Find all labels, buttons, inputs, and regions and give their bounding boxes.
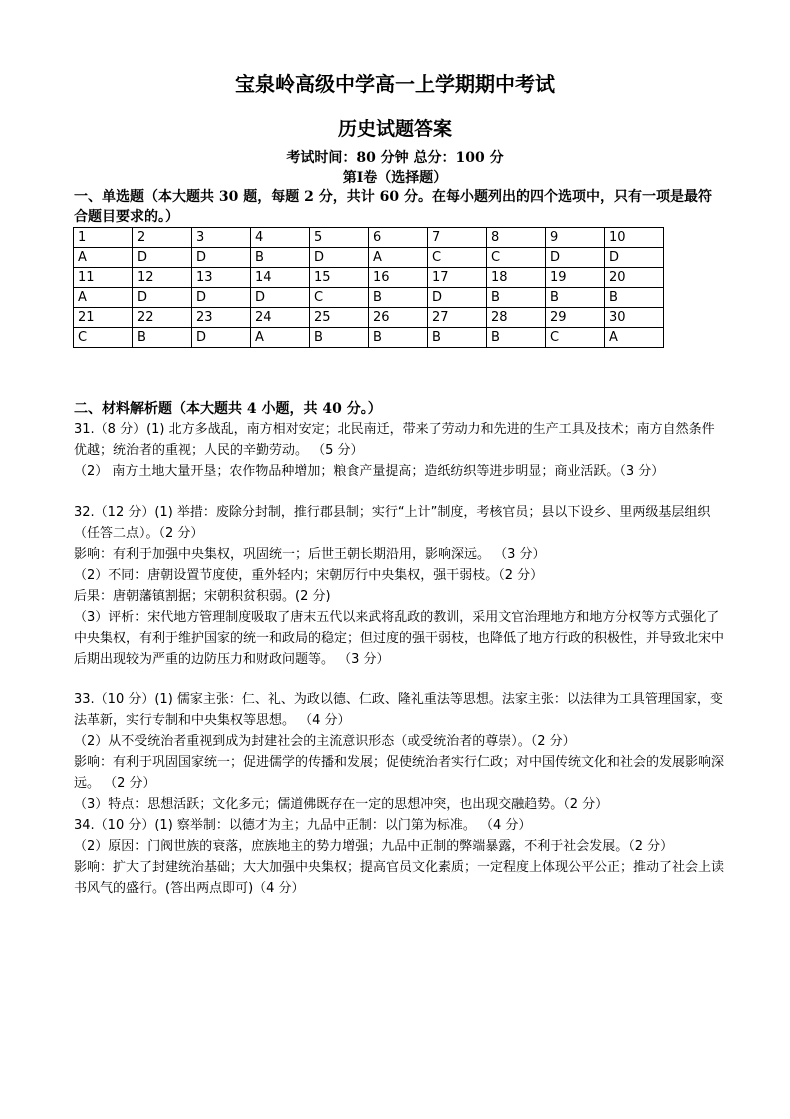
part-title: 第Ⅰ卷（选择题） bbox=[342, 170, 448, 186]
q33-line: （2）从不受统治者重视到成为封建社会的主流意识形态（或受统治者的尊崇）。（2 分） bbox=[74, 734, 576, 749]
answer-cell: D bbox=[133, 288, 192, 308]
q31-line: （2） 南方土地大量开垦；农作物品种增加；粮食产量提高；造纸纺织等进步明显；商业活跃。（3 分） bbox=[74, 464, 665, 479]
question-number-cell: 5 bbox=[310, 228, 369, 248]
exam-info: 考试时间：80 分钟 总分：100 分 bbox=[286, 150, 504, 166]
answer-cell: B bbox=[369, 328, 428, 348]
answer-row bbox=[74, 248, 664, 268]
question-number-cell: 18 bbox=[487, 268, 546, 288]
question-number-cell: 3 bbox=[192, 228, 251, 248]
answer-cell: D bbox=[192, 248, 251, 268]
answer-cell: D bbox=[192, 288, 251, 308]
answer-cell: A bbox=[369, 248, 428, 268]
question-number-cell: 28 bbox=[487, 308, 546, 328]
question-33-34 bbox=[74, 689, 724, 899]
answer-cell: B bbox=[251, 248, 310, 268]
question-number-cell: 20 bbox=[605, 268, 664, 288]
answer-cell: C bbox=[74, 328, 133, 348]
question-number-cell: 26 bbox=[369, 308, 428, 328]
answer-cell: A bbox=[605, 328, 664, 348]
q33-line: （3）特点：思想活跃；文化多元；儒道佛既存在一定的思想冲突，也出现交融趋势。（2 分） bbox=[74, 797, 609, 812]
question-number-cell: 25 bbox=[310, 308, 369, 328]
q33-line: 33.（10 分）(1) 儒家主张：仁、礼、为政以德、仁政、隆礼重法等思想。法家主张：以法律为工具管理国家，变法革新，实行专制和中央集权等思想。 （4 分） bbox=[74, 692, 723, 728]
q32-line: （3）评析：宋代地方管理制度吸取了唐末五代以来武将乱政的教训，采用文官治理地方和地方分权等方式强化了中央集权，有利于维护国家的统一和政局的稳定；但过度的强干弱枝，也降低了地方行政的积极性，并导致北宋中后期出现较为严重的边防压力和财政问题等。 （3 分） bbox=[74, 610, 725, 667]
q34-line: 影响：扩大了封建统治基础；大大加强中央集权；提高官员文化素质；一定程度上体现公平公正；推动了社会上读书风气的盛行。(答出两点即可)（4 分） bbox=[74, 860, 725, 896]
question-number-cell: 22 bbox=[133, 308, 192, 328]
question-number-cell: 2 bbox=[133, 228, 192, 248]
q32-line: 后果：唐朝藩镇割据；宋朝积贫积弱。(2 分) bbox=[74, 589, 331, 604]
answer-row bbox=[74, 328, 664, 348]
answer-cell: B bbox=[605, 288, 664, 308]
answer-cell: B bbox=[310, 328, 369, 348]
question-number-cell: 19 bbox=[546, 268, 605, 288]
q32-line: 32.（12 分）(1) 举措：废除分封制，推行郡县制；实行“上计”制度，考核官员；县以下设乡、里两级基层组织（任答二点）。（2 分） bbox=[74, 505, 711, 541]
q33-line: 影响：有利于巩固国家统一；促进儒学的传播和发展；促使统治者实行仁政；对中国传统文化和社会的发展影响深远。 （2 分） bbox=[74, 755, 725, 791]
question-number-cell: 29 bbox=[546, 308, 605, 328]
q32-line: （2）不同：唐朝设置节度使，重外轻内；宋朝厉行中央集权，强干弱枝。（2 分） bbox=[74, 568, 544, 583]
question-number-cell: 21 bbox=[74, 308, 133, 328]
answer-cell: A bbox=[251, 328, 310, 348]
question-number-row bbox=[74, 268, 664, 288]
q31-line: 31.（8 分）(1) 北方多战乱，南方相对安定；北民南迁，带来了劳动力和先进的生产工具及技术；南方自然条件优越；统治者的重视；人民的辛勤劳动。 （5 分） bbox=[74, 422, 715, 458]
question-number-cell: 16 bbox=[369, 268, 428, 288]
question-number-row bbox=[74, 228, 664, 248]
answer-cell: D bbox=[192, 328, 251, 348]
question-number-cell: 13 bbox=[192, 268, 251, 288]
answer-cell: B bbox=[487, 288, 546, 308]
question-number-cell: 30 bbox=[605, 308, 664, 328]
q34-line: 34.（10 分）(1) 察举制：以德才为主；九品中正制：以门第为标准。 （4 分） bbox=[74, 818, 532, 833]
answer-cell: D bbox=[605, 248, 664, 268]
q32-line: 影响：有利于加强中央集权，巩固统一；后世王朝长期沿用，影响深远。 （3 分） bbox=[74, 547, 546, 562]
answer-cell: D bbox=[310, 248, 369, 268]
answer-cell: B bbox=[369, 288, 428, 308]
question-number-cell: 15 bbox=[310, 268, 369, 288]
answer-cell: B bbox=[487, 328, 546, 348]
answer-row bbox=[74, 288, 664, 308]
question-number-cell: 8 bbox=[487, 228, 546, 248]
question-31 bbox=[74, 419, 724, 482]
question-number-cell: 24 bbox=[251, 308, 310, 328]
question-number-cell: 10 bbox=[605, 228, 664, 248]
answer-cell: B bbox=[133, 328, 192, 348]
question-number-cell: 1 bbox=[74, 228, 133, 248]
question-number-cell: 6 bbox=[369, 228, 428, 248]
school-exam-title: 宝泉岭高级中学高一上学期期中考试 bbox=[235, 72, 555, 96]
answer-cell: B bbox=[546, 288, 605, 308]
question-number-cell: 17 bbox=[428, 268, 487, 288]
answer-cell: C bbox=[487, 248, 546, 268]
question-number-cell: 9 bbox=[546, 228, 605, 248]
question-number-cell: 12 bbox=[133, 268, 192, 288]
question-number-cell: 11 bbox=[74, 268, 133, 288]
answer-cell: C bbox=[428, 248, 487, 268]
answer-cell: C bbox=[546, 328, 605, 348]
question-number-row bbox=[74, 308, 664, 328]
question-number-cell: 14 bbox=[251, 268, 310, 288]
question-32 bbox=[74, 502, 724, 670]
question-number-cell: 23 bbox=[192, 308, 251, 328]
section2-heading: 二、材料解析题（本大题共 4 小题，共 40 分。） bbox=[74, 401, 382, 417]
question-number-cell: 27 bbox=[428, 308, 487, 328]
section1-heading: 一、单选题（本大题共 30 题，每题 2 分，共计 60 分。在每小题列出的四个选项中，只有一项是最符合题目要求的。） bbox=[74, 189, 712, 225]
question-number-cell: 7 bbox=[428, 228, 487, 248]
answer-cell: D bbox=[133, 248, 192, 268]
answer-cell: D bbox=[546, 248, 605, 268]
answer-cell: D bbox=[428, 288, 487, 308]
subject-title: 历史试题答案 bbox=[337, 118, 452, 140]
answer-table bbox=[73, 227, 664, 348]
answer-cell: D bbox=[251, 288, 310, 308]
q34-line: （2）原因：门阀世族的衰落，庶族地主的势力增强；九品中正制的弊端暴露，不利于社会发展。（2 分） bbox=[74, 839, 674, 854]
answer-cell: A bbox=[74, 288, 133, 308]
question-number-cell: 4 bbox=[251, 228, 310, 248]
answer-cell: B bbox=[428, 328, 487, 348]
answer-cell: A bbox=[74, 248, 133, 268]
answer-cell: C bbox=[310, 288, 369, 308]
